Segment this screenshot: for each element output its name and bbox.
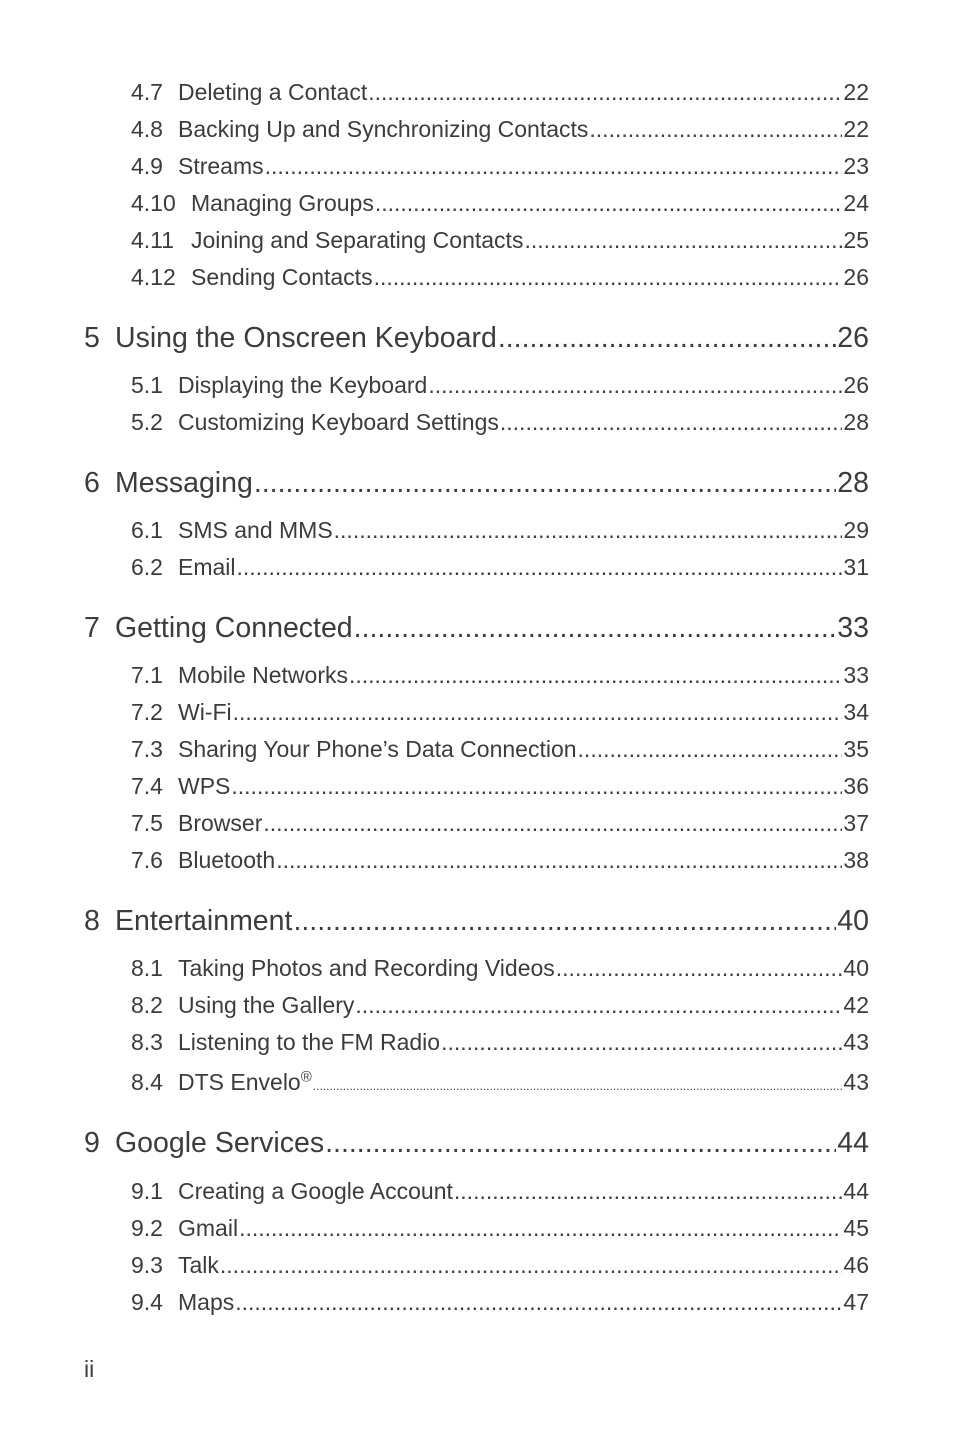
entry-number: 7.2	[131, 699, 163, 725]
entry-number: 4.12	[131, 264, 176, 290]
chapter-page: 40	[837, 905, 869, 937]
dot-leader	[524, 227, 842, 254]
entry-number: 7.1	[131, 662, 163, 688]
entry-title: Sharing Your Phone’s Data Connection	[178, 736, 577, 762]
toc-entry-9-1[interactable]	[131, 1178, 869, 1205]
entry-number: 4.7	[131, 79, 163, 105]
dot-leader	[220, 1252, 843, 1279]
dot-leader	[276, 847, 842, 874]
dot-leader	[355, 992, 842, 1019]
entry-number: 9.4	[131, 1289, 163, 1315]
entry-page: 31	[843, 554, 869, 580]
dot-leader	[578, 736, 843, 763]
chapter-page: 28	[837, 467, 869, 499]
dot-leader	[368, 79, 842, 106]
entry-title: Streams	[178, 153, 264, 179]
toc-entry-5-1[interactable]	[131, 372, 869, 399]
entry-page: 36	[843, 773, 869, 799]
entry-page: 37	[843, 810, 869, 836]
toc-entry-9-3[interactable]	[131, 1252, 869, 1279]
chapter-number: 5	[84, 322, 100, 354]
dot-leader	[325, 1127, 836, 1160]
entry-number: 4.8	[131, 116, 163, 142]
toc-entry-4-9[interactable]	[131, 153, 869, 180]
toc-entry-9-2[interactable]	[131, 1215, 869, 1242]
chapter-page: 33	[837, 612, 869, 644]
dot-leader	[454, 1178, 843, 1205]
dot-leader	[235, 1289, 842, 1316]
toc-chapter-8[interactable]	[84, 905, 869, 938]
chapter-page: 26	[837, 322, 869, 354]
entry-number: 5.2	[131, 409, 163, 435]
entry-title: Sending Contacts	[191, 264, 373, 290]
entry-page: 44	[843, 1178, 869, 1204]
dot-leader	[334, 517, 843, 544]
entry-title: Maps	[178, 1289, 235, 1315]
entry-number: 8.1	[131, 955, 163, 981]
entry-page: 35	[843, 736, 869, 762]
toc-chapter-7[interactable]	[84, 612, 869, 645]
dot-leader	[374, 264, 843, 291]
entry-title: Managing Groups	[191, 190, 374, 216]
entry-page: 26	[843, 372, 869, 398]
dot-leader	[500, 409, 843, 436]
toc-entry-4-10[interactable]	[131, 190, 869, 217]
entry-page: 26	[843, 264, 869, 290]
entry-number: 5.1	[131, 372, 163, 398]
entry-number: 7.6	[131, 847, 163, 873]
entry-title: Using the Gallery	[178, 992, 355, 1018]
entry-number: 9.3	[131, 1252, 163, 1278]
chapter-title: Using the Onscreen Keyboard	[115, 322, 497, 354]
entry-page: 42	[843, 992, 869, 1018]
dot-leader	[589, 116, 842, 143]
chapter-title: Entertainment	[115, 905, 293, 937]
dot-leader	[428, 372, 842, 399]
dot-leader	[441, 1029, 842, 1056]
dot-leader	[237, 554, 843, 581]
entry-number: 4.11	[131, 227, 175, 253]
registered-mark: ®	[300, 1068, 312, 1086]
entry-title: Creating a Google Account	[178, 1178, 453, 1204]
entry-title: Talk	[178, 1252, 219, 1278]
chapter-number: 8	[84, 905, 100, 937]
entry-page: 25	[843, 227, 869, 253]
chapter-number: 6	[84, 467, 100, 499]
toc-entry-4-7[interactable]	[131, 79, 869, 106]
toc-entry-4-12[interactable]	[131, 264, 869, 291]
chapter-number: 9	[84, 1127, 100, 1159]
entry-title-text: DTS Envelo	[178, 1069, 301, 1095]
dot-leader	[233, 699, 843, 726]
toc-entry-7-2[interactable]	[131, 699, 869, 726]
dot-leader	[293, 905, 836, 938]
page-folio: ii	[84, 1356, 95, 1382]
dot-leader	[498, 322, 836, 355]
entry-number: 4.10	[131, 190, 176, 216]
dot-leader	[556, 955, 843, 982]
toc-entry-7-6[interactable]	[131, 847, 869, 874]
entry-page: 29	[843, 517, 869, 543]
entry-number: 8.4	[131, 1069, 163, 1095]
entry-page: 40	[843, 955, 869, 981]
entry-title: Taking Photos and Recording Videos	[178, 955, 555, 981]
toc-entry-4-8[interactable]	[131, 116, 869, 143]
entry-page: 24	[843, 190, 869, 216]
chapter-title: Getting Connected	[115, 612, 353, 644]
toc-entry-7-1[interactable]	[131, 662, 869, 689]
entry-title: Deleting a Contact	[178, 79, 368, 105]
toc-entry-8-2[interactable]	[131, 992, 869, 1019]
entry-page: 43	[843, 1029, 869, 1055]
entry-number: 9.2	[131, 1215, 163, 1241]
entry-number: 6.1	[131, 517, 163, 543]
entry-title: WPS	[178, 773, 231, 799]
entry-title: Mobile Networks	[178, 662, 348, 688]
entry-page: 28	[843, 409, 869, 435]
toc-entry-9-4[interactable]	[131, 1289, 869, 1316]
toc-entry-7-4[interactable]	[131, 773, 869, 800]
entry-title: Joining and Separating Contacts	[191, 227, 524, 253]
entry-page: 22	[843, 116, 869, 142]
entry-title: SMS and MMS	[178, 517, 333, 543]
toc-chapter-5[interactable]	[84, 322, 869, 355]
toc-entry-7-3[interactable]	[131, 736, 869, 763]
entry-title: Email	[178, 554, 236, 580]
dot-leader	[265, 153, 843, 180]
entry-page: 33	[843, 662, 869, 688]
toc-entry-8-1[interactable]	[131, 955, 869, 982]
entry-page: 38	[843, 847, 869, 873]
dot-leader	[239, 1215, 842, 1242]
toc-entry-6-1[interactable]	[131, 517, 869, 544]
entry-page: 46	[843, 1252, 869, 1278]
entry-page: 34	[843, 699, 869, 725]
dot-leader	[263, 810, 842, 837]
toc-entry-8-4[interactable]	[131, 1069, 869, 1096]
entry-page: 23	[843, 153, 869, 179]
chapter-title: Messaging	[115, 467, 253, 499]
chapter-title: Google Services	[115, 1127, 325, 1159]
entry-title: Displaying the Keyboard	[178, 372, 428, 398]
entry-title: Listening to the FM Radio	[178, 1029, 441, 1055]
dot-leader	[349, 662, 842, 689]
entry-number: 8.3	[131, 1029, 163, 1055]
dot-leader	[254, 467, 836, 500]
entry-number: 8.2	[131, 992, 163, 1018]
entry-page: 45	[843, 1215, 869, 1241]
toc-chapter-9[interactable]	[84, 1127, 869, 1160]
entry-title: Bluetooth	[178, 847, 276, 873]
entry-page: 43	[843, 1069, 869, 1095]
toc-chapter-6[interactable]	[84, 467, 869, 500]
entry-title: Customizing Keyboard Settings	[178, 409, 499, 435]
entry-title: Wi-Fi	[178, 699, 232, 725]
entry-page: 47	[843, 1289, 869, 1315]
entry-title	[178, 1069, 312, 1096]
toc-entry-6-2[interactable]	[131, 554, 869, 581]
chapter-number: 7	[84, 612, 100, 644]
toc-entry-4-11[interactable]	[131, 227, 869, 254]
dot-leader	[231, 773, 842, 800]
entry-page: 22	[843, 79, 869, 105]
entry-number: 7.4	[131, 773, 163, 799]
dot-leader	[313, 1069, 843, 1096]
entry-title: Browser	[178, 810, 263, 836]
toc-entry-5-2[interactable]	[131, 409, 869, 436]
toc-entry-7-5[interactable]	[131, 810, 869, 837]
dot-leader	[375, 190, 843, 217]
entry-number: 9.1	[131, 1178, 163, 1204]
entry-number: 6.2	[131, 554, 163, 580]
toc-entry-8-3[interactable]	[131, 1029, 869, 1056]
dot-leader	[354, 612, 837, 645]
entry-number: 7.3	[131, 736, 163, 762]
entry-title: Gmail	[178, 1215, 239, 1241]
chapter-page: 44	[837, 1127, 869, 1159]
entry-number: 7.5	[131, 810, 163, 836]
entry-title: Backing Up and Synchronizing Contacts	[178, 116, 589, 142]
entry-number: 4.9	[131, 153, 163, 179]
